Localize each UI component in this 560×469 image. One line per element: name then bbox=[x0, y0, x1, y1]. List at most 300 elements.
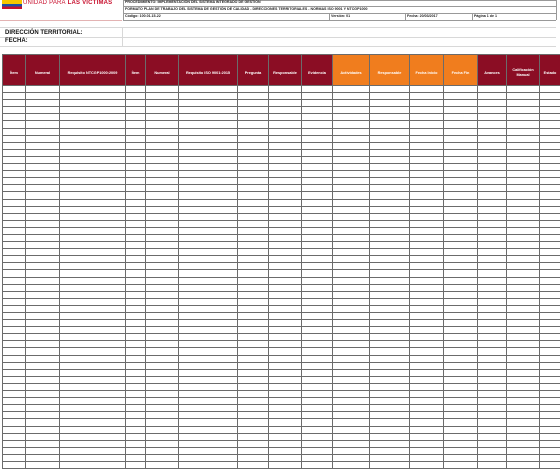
table-cell[interactable] bbox=[507, 206, 540, 213]
table-cell[interactable] bbox=[179, 369, 238, 376]
table-cell[interactable] bbox=[3, 149, 26, 156]
table-cell[interactable] bbox=[410, 135, 444, 142]
table-cell[interactable] bbox=[26, 433, 60, 440]
table-cell[interactable] bbox=[370, 256, 410, 263]
table-cell[interactable] bbox=[238, 313, 269, 320]
table-cell[interactable] bbox=[179, 426, 238, 433]
table-cell[interactable] bbox=[478, 107, 507, 114]
table-cell[interactable] bbox=[444, 355, 478, 362]
table-cell[interactable] bbox=[540, 341, 560, 348]
table-cell[interactable] bbox=[269, 86, 302, 93]
table-cell[interactable] bbox=[238, 192, 269, 199]
table-cell[interactable] bbox=[26, 447, 60, 454]
table-cell[interactable] bbox=[146, 256, 179, 263]
table-cell[interactable] bbox=[269, 447, 302, 454]
table-cell[interactable] bbox=[238, 227, 269, 234]
table-cell[interactable] bbox=[26, 192, 60, 199]
table-cell[interactable] bbox=[60, 192, 126, 199]
table-cell[interactable] bbox=[302, 412, 333, 419]
table-cell[interactable] bbox=[126, 348, 146, 355]
table-cell[interactable] bbox=[370, 206, 410, 213]
table-cell[interactable] bbox=[60, 447, 126, 454]
table-cell[interactable] bbox=[333, 142, 370, 149]
table-cell[interactable] bbox=[269, 100, 302, 107]
table-cell[interactable] bbox=[146, 149, 179, 156]
table-cell[interactable] bbox=[60, 227, 126, 234]
table-cell[interactable] bbox=[269, 433, 302, 440]
table-cell[interactable] bbox=[540, 305, 560, 312]
table-cell[interactable] bbox=[302, 461, 333, 468]
table-cell[interactable] bbox=[179, 391, 238, 398]
table-cell[interactable] bbox=[146, 93, 179, 100]
table-cell[interactable] bbox=[507, 391, 540, 398]
table-cell[interactable] bbox=[302, 398, 333, 405]
table-cell[interactable] bbox=[302, 220, 333, 227]
table-cell[interactable] bbox=[238, 284, 269, 291]
table-cell[interactable] bbox=[60, 426, 126, 433]
table-cell[interactable] bbox=[26, 313, 60, 320]
table-cell[interactable] bbox=[444, 440, 478, 447]
table-cell[interactable] bbox=[333, 341, 370, 348]
table-cell[interactable] bbox=[410, 433, 444, 440]
table-cell[interactable] bbox=[333, 86, 370, 93]
table-cell[interactable] bbox=[179, 93, 238, 100]
table-cell[interactable] bbox=[444, 334, 478, 341]
table-cell[interactable] bbox=[302, 348, 333, 355]
table-cell[interactable] bbox=[507, 149, 540, 156]
table-cell[interactable] bbox=[540, 398, 560, 405]
table-cell[interactable] bbox=[410, 270, 444, 277]
table-cell[interactable] bbox=[126, 376, 146, 383]
table-cell[interactable] bbox=[26, 383, 60, 390]
table-cell[interactable] bbox=[478, 440, 507, 447]
table-cell[interactable] bbox=[540, 313, 560, 320]
table-cell[interactable] bbox=[507, 355, 540, 362]
table-cell[interactable] bbox=[269, 249, 302, 256]
table-cell[interactable] bbox=[3, 242, 26, 249]
table-cell[interactable] bbox=[507, 156, 540, 163]
table-cell[interactable] bbox=[26, 355, 60, 362]
table-cell[interactable] bbox=[26, 249, 60, 256]
table-cell[interactable] bbox=[302, 185, 333, 192]
table-cell[interactable] bbox=[238, 249, 269, 256]
table-cell[interactable] bbox=[370, 305, 410, 312]
table-cell[interactable] bbox=[3, 313, 26, 320]
table-cell[interactable] bbox=[478, 405, 507, 412]
table-cell[interactable] bbox=[444, 362, 478, 369]
table-cell[interactable] bbox=[3, 86, 26, 93]
table-cell[interactable] bbox=[410, 213, 444, 220]
table-cell[interactable] bbox=[238, 114, 269, 121]
table-cell[interactable] bbox=[507, 320, 540, 327]
table-cell[interactable] bbox=[3, 234, 26, 241]
table-cell[interactable] bbox=[146, 298, 179, 305]
table-cell[interactable] bbox=[333, 383, 370, 390]
table-cell[interactable] bbox=[146, 454, 179, 461]
table-cell[interactable] bbox=[269, 298, 302, 305]
table-cell[interactable] bbox=[126, 249, 146, 256]
table-cell[interactable] bbox=[238, 348, 269, 355]
table-cell[interactable] bbox=[269, 213, 302, 220]
table-cell[interactable] bbox=[507, 178, 540, 185]
table-cell[interactable] bbox=[540, 369, 560, 376]
table-cell[interactable] bbox=[179, 284, 238, 291]
table-cell[interactable] bbox=[26, 199, 60, 206]
table-cell[interactable] bbox=[333, 114, 370, 121]
table-cell[interactable] bbox=[26, 242, 60, 249]
table-cell[interactable] bbox=[179, 199, 238, 206]
table-cell[interactable] bbox=[302, 156, 333, 163]
table-cell[interactable] bbox=[126, 320, 146, 327]
table-cell[interactable] bbox=[60, 156, 126, 163]
table-cell[interactable] bbox=[3, 156, 26, 163]
table-cell[interactable] bbox=[126, 383, 146, 390]
table-cell[interactable] bbox=[540, 433, 560, 440]
table-cell[interactable] bbox=[444, 213, 478, 220]
table-cell[interactable] bbox=[60, 206, 126, 213]
table-cell[interactable] bbox=[370, 355, 410, 362]
table-cell[interactable] bbox=[302, 128, 333, 135]
table-cell[interactable] bbox=[60, 284, 126, 291]
table-cell[interactable] bbox=[540, 355, 560, 362]
table-cell[interactable] bbox=[507, 263, 540, 270]
table-cell[interactable] bbox=[26, 121, 60, 128]
table-cell[interactable] bbox=[60, 383, 126, 390]
table-cell[interactable] bbox=[238, 426, 269, 433]
table-cell[interactable] bbox=[238, 93, 269, 100]
table-cell[interactable] bbox=[269, 305, 302, 312]
table-cell[interactable] bbox=[410, 128, 444, 135]
table-cell[interactable] bbox=[333, 234, 370, 241]
table-cell[interactable] bbox=[540, 405, 560, 412]
table-cell[interactable] bbox=[333, 412, 370, 419]
table-cell[interactable] bbox=[269, 320, 302, 327]
table-cell[interactable] bbox=[179, 149, 238, 156]
table-cell[interactable] bbox=[26, 128, 60, 135]
table-cell[interactable] bbox=[507, 383, 540, 390]
table-cell[interactable] bbox=[333, 327, 370, 334]
table-cell[interactable] bbox=[26, 391, 60, 398]
table-cell[interactable] bbox=[126, 114, 146, 121]
table-cell[interactable] bbox=[370, 142, 410, 149]
table-cell[interactable] bbox=[478, 128, 507, 135]
table-cell[interactable] bbox=[507, 135, 540, 142]
table-cell[interactable] bbox=[146, 199, 179, 206]
table-cell[interactable] bbox=[302, 320, 333, 327]
table-cell[interactable] bbox=[507, 100, 540, 107]
table-cell[interactable] bbox=[26, 114, 60, 121]
table-cell[interactable] bbox=[370, 433, 410, 440]
table-cell[interactable] bbox=[302, 355, 333, 362]
table-cell[interactable] bbox=[60, 234, 126, 241]
table-cell[interactable] bbox=[179, 376, 238, 383]
table-cell[interactable] bbox=[410, 263, 444, 270]
table-cell[interactable] bbox=[60, 320, 126, 327]
table-cell[interactable] bbox=[179, 277, 238, 284]
table-cell[interactable] bbox=[478, 454, 507, 461]
table-cell[interactable] bbox=[179, 383, 238, 390]
table-cell[interactable] bbox=[126, 447, 146, 454]
table-cell[interactable] bbox=[238, 220, 269, 227]
table-cell[interactable] bbox=[410, 412, 444, 419]
table-cell[interactable] bbox=[540, 263, 560, 270]
table-cell[interactable] bbox=[269, 220, 302, 227]
table-cell[interactable] bbox=[478, 383, 507, 390]
table-cell[interactable] bbox=[478, 256, 507, 263]
table-cell[interactable] bbox=[3, 100, 26, 107]
table-cell[interactable] bbox=[179, 192, 238, 199]
table-cell[interactable] bbox=[26, 454, 60, 461]
table-cell[interactable] bbox=[478, 220, 507, 227]
table-cell[interactable] bbox=[540, 376, 560, 383]
table-cell[interactable] bbox=[269, 313, 302, 320]
table-cell[interactable] bbox=[410, 227, 444, 234]
table-cell[interactable] bbox=[507, 270, 540, 277]
table-cell[interactable] bbox=[269, 405, 302, 412]
table-cell[interactable] bbox=[126, 164, 146, 171]
table-cell[interactable] bbox=[26, 369, 60, 376]
table-cell[interactable] bbox=[269, 171, 302, 178]
table-cell[interactable] bbox=[302, 199, 333, 206]
table-cell[interactable] bbox=[444, 242, 478, 249]
table-cell[interactable] bbox=[410, 164, 444, 171]
table-cell[interactable] bbox=[333, 376, 370, 383]
table-cell[interactable] bbox=[540, 86, 560, 93]
table-cell[interactable] bbox=[478, 142, 507, 149]
table-cell[interactable] bbox=[3, 93, 26, 100]
table-cell[interactable] bbox=[269, 227, 302, 234]
table-cell[interactable] bbox=[370, 270, 410, 277]
table-cell[interactable] bbox=[370, 383, 410, 390]
table-cell[interactable] bbox=[370, 185, 410, 192]
table-cell[interactable] bbox=[3, 263, 26, 270]
table-cell[interactable] bbox=[540, 249, 560, 256]
table-cell[interactable] bbox=[60, 178, 126, 185]
table-cell[interactable] bbox=[3, 114, 26, 121]
table-cell[interactable] bbox=[540, 199, 560, 206]
table-cell[interactable] bbox=[302, 334, 333, 341]
table-cell[interactable] bbox=[333, 355, 370, 362]
table-cell[interactable] bbox=[60, 376, 126, 383]
table-cell[interactable] bbox=[410, 234, 444, 241]
table-cell[interactable] bbox=[478, 433, 507, 440]
table-cell[interactable] bbox=[302, 440, 333, 447]
table-cell[interactable] bbox=[146, 412, 179, 419]
table-cell[interactable] bbox=[126, 135, 146, 142]
table-cell[interactable] bbox=[126, 398, 146, 405]
table-cell[interactable] bbox=[370, 327, 410, 334]
table-cell[interactable] bbox=[302, 433, 333, 440]
table-cell[interactable] bbox=[179, 178, 238, 185]
table-cell[interactable] bbox=[179, 128, 238, 135]
table-cell[interactable] bbox=[478, 298, 507, 305]
table-cell[interactable] bbox=[302, 391, 333, 398]
table-cell[interactable] bbox=[302, 362, 333, 369]
table-cell[interactable] bbox=[370, 86, 410, 93]
table-cell[interactable] bbox=[507, 298, 540, 305]
table-cell[interactable] bbox=[478, 277, 507, 284]
table-cell[interactable] bbox=[444, 107, 478, 114]
table-cell[interactable] bbox=[179, 398, 238, 405]
table-cell[interactable] bbox=[507, 86, 540, 93]
table-cell[interactable] bbox=[410, 362, 444, 369]
table-cell[interactable] bbox=[507, 93, 540, 100]
table-cell[interactable] bbox=[333, 440, 370, 447]
table-cell[interactable] bbox=[410, 369, 444, 376]
table-cell[interactable] bbox=[146, 284, 179, 291]
table-cell[interactable] bbox=[444, 383, 478, 390]
table-cell[interactable] bbox=[26, 327, 60, 334]
table-cell[interactable] bbox=[444, 327, 478, 334]
table-cell[interactable] bbox=[146, 341, 179, 348]
table-cell[interactable] bbox=[26, 405, 60, 412]
table-cell[interactable] bbox=[507, 348, 540, 355]
table-cell[interactable] bbox=[146, 100, 179, 107]
table-cell[interactable] bbox=[410, 277, 444, 284]
table-cell[interactable] bbox=[478, 149, 507, 156]
table-cell[interactable] bbox=[302, 192, 333, 199]
table-cell[interactable] bbox=[3, 405, 26, 412]
table-cell[interactable] bbox=[238, 412, 269, 419]
table-cell[interactable] bbox=[370, 93, 410, 100]
table-cell[interactable] bbox=[540, 383, 560, 390]
table-cell[interactable] bbox=[507, 242, 540, 249]
table-cell[interactable] bbox=[146, 227, 179, 234]
table-cell[interactable] bbox=[370, 234, 410, 241]
table-cell[interactable] bbox=[507, 291, 540, 298]
table-cell[interactable] bbox=[478, 121, 507, 128]
table-cell[interactable] bbox=[126, 284, 146, 291]
table-cell[interactable] bbox=[26, 135, 60, 142]
table-cell[interactable] bbox=[540, 234, 560, 241]
table-cell[interactable] bbox=[269, 461, 302, 468]
table-cell[interactable] bbox=[3, 362, 26, 369]
table-cell[interactable] bbox=[126, 369, 146, 376]
table-cell[interactable] bbox=[60, 348, 126, 355]
table-cell[interactable] bbox=[410, 121, 444, 128]
table-cell[interactable] bbox=[26, 341, 60, 348]
table-cell[interactable] bbox=[540, 291, 560, 298]
table-cell[interactable] bbox=[444, 454, 478, 461]
table-cell[interactable] bbox=[410, 185, 444, 192]
table-cell[interactable] bbox=[370, 220, 410, 227]
table-cell[interactable] bbox=[478, 334, 507, 341]
table-cell[interactable] bbox=[507, 412, 540, 419]
table-cell[interactable] bbox=[26, 164, 60, 171]
table-cell[interactable] bbox=[540, 334, 560, 341]
table-cell[interactable] bbox=[3, 398, 26, 405]
table-cell[interactable] bbox=[3, 383, 26, 390]
table-cell[interactable] bbox=[60, 355, 126, 362]
table-cell[interactable] bbox=[444, 277, 478, 284]
table-cell[interactable] bbox=[444, 369, 478, 376]
table-cell[interactable] bbox=[238, 440, 269, 447]
table-cell[interactable] bbox=[126, 178, 146, 185]
table-cell[interactable] bbox=[60, 142, 126, 149]
table-cell[interactable] bbox=[269, 270, 302, 277]
table-cell[interactable] bbox=[269, 291, 302, 298]
table-cell[interactable] bbox=[238, 305, 269, 312]
table-cell[interactable] bbox=[179, 86, 238, 93]
table-cell[interactable] bbox=[179, 320, 238, 327]
table-cell[interactable] bbox=[179, 305, 238, 312]
table-cell[interactable] bbox=[269, 206, 302, 213]
table-cell[interactable] bbox=[444, 135, 478, 142]
table-cell[interactable] bbox=[238, 391, 269, 398]
table-cell[interactable] bbox=[333, 426, 370, 433]
table-cell[interactable] bbox=[3, 341, 26, 348]
table-cell[interactable] bbox=[478, 178, 507, 185]
table-cell[interactable] bbox=[179, 362, 238, 369]
table-cell[interactable] bbox=[302, 284, 333, 291]
table-cell[interactable] bbox=[179, 156, 238, 163]
table-cell[interactable] bbox=[302, 149, 333, 156]
table-cell[interactable] bbox=[126, 234, 146, 241]
table-cell[interactable] bbox=[26, 107, 60, 114]
table-cell[interactable] bbox=[26, 206, 60, 213]
table-cell[interactable] bbox=[507, 313, 540, 320]
table-cell[interactable] bbox=[478, 171, 507, 178]
table-cell[interactable] bbox=[3, 171, 26, 178]
table-cell[interactable] bbox=[333, 107, 370, 114]
table-cell[interactable] bbox=[3, 327, 26, 334]
table-cell[interactable] bbox=[540, 242, 560, 249]
table-cell[interactable] bbox=[26, 227, 60, 234]
table-cell[interactable] bbox=[333, 164, 370, 171]
table-cell[interactable] bbox=[302, 341, 333, 348]
table-cell[interactable] bbox=[126, 256, 146, 263]
table-cell[interactable] bbox=[333, 171, 370, 178]
table-cell[interactable] bbox=[302, 426, 333, 433]
table-cell[interactable] bbox=[540, 412, 560, 419]
table-cell[interactable] bbox=[269, 199, 302, 206]
table-cell[interactable] bbox=[26, 298, 60, 305]
table-cell[interactable] bbox=[370, 334, 410, 341]
table-cell[interactable] bbox=[126, 305, 146, 312]
table-cell[interactable] bbox=[60, 149, 126, 156]
table-cell[interactable] bbox=[146, 178, 179, 185]
table-cell[interactable] bbox=[540, 107, 560, 114]
table-cell[interactable] bbox=[26, 440, 60, 447]
table-cell[interactable] bbox=[269, 277, 302, 284]
table-cell[interactable] bbox=[238, 199, 269, 206]
table-cell[interactable] bbox=[26, 100, 60, 107]
table-cell[interactable] bbox=[478, 249, 507, 256]
table-cell[interactable] bbox=[302, 327, 333, 334]
table-cell[interactable] bbox=[146, 447, 179, 454]
table-cell[interactable] bbox=[444, 227, 478, 234]
table-cell[interactable] bbox=[3, 128, 26, 135]
table-cell[interactable] bbox=[333, 156, 370, 163]
table-cell[interactable] bbox=[302, 107, 333, 114]
table-cell[interactable] bbox=[146, 376, 179, 383]
table-cell[interactable] bbox=[60, 270, 126, 277]
table-cell[interactable] bbox=[238, 171, 269, 178]
table-cell[interactable] bbox=[540, 178, 560, 185]
table-cell[interactable] bbox=[302, 256, 333, 263]
table-cell[interactable] bbox=[60, 291, 126, 298]
table-cell[interactable] bbox=[302, 86, 333, 93]
table-cell[interactable] bbox=[444, 391, 478, 398]
table-cell[interactable] bbox=[26, 398, 60, 405]
table-cell[interactable] bbox=[269, 114, 302, 121]
table-cell[interactable] bbox=[370, 320, 410, 327]
table-cell[interactable] bbox=[269, 256, 302, 263]
table-cell[interactable] bbox=[26, 93, 60, 100]
table-cell[interactable] bbox=[60, 135, 126, 142]
table-cell[interactable] bbox=[146, 362, 179, 369]
table-cell[interactable] bbox=[179, 355, 238, 362]
